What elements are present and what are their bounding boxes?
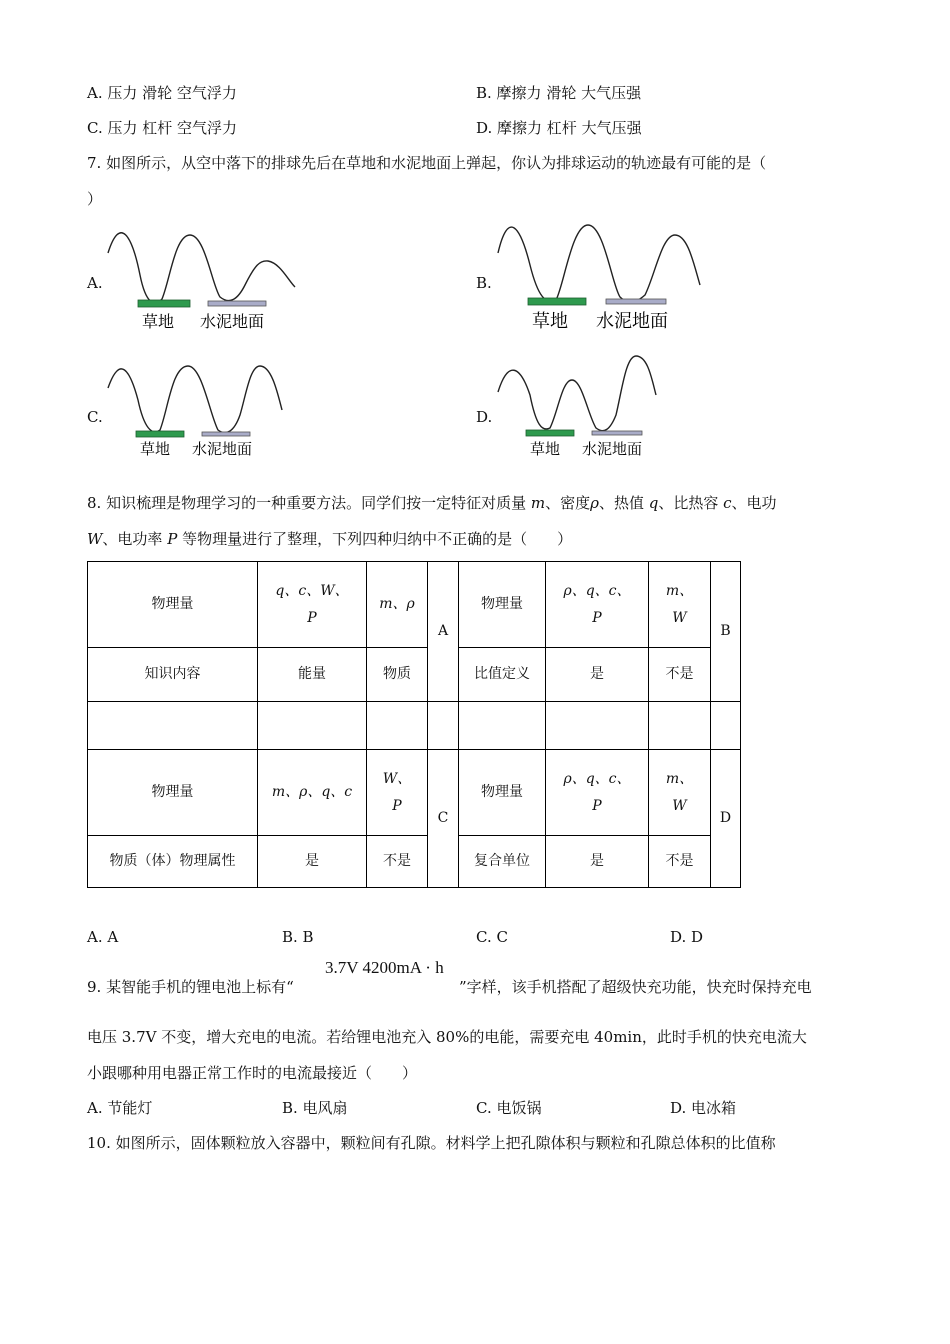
c-header-col1: m、ρ、q、c bbox=[258, 750, 367, 836]
q7-figure-a bbox=[100, 225, 320, 335]
q6-option-d: D. 摩擦力 杠杆 大气压强 bbox=[476, 119, 642, 137]
a-header-col2: m、ρ bbox=[367, 562, 428, 648]
a-row2-label: 知识内容 bbox=[88, 648, 258, 702]
a-row2-c2: 物质 bbox=[367, 648, 428, 702]
blank-cell bbox=[258, 702, 367, 750]
q8-stem-line2: W、电功率 P 等物理量进行了整理，下列四种归纳中不正确的是（ ） bbox=[87, 530, 573, 548]
q7-d-grass-label: 草地 bbox=[530, 440, 561, 458]
q7-d-cement-label: 水泥地面 bbox=[582, 440, 643, 458]
q7-label-a: A. bbox=[87, 274, 103, 292]
q7-a-cement-label: 水泥地面 bbox=[200, 312, 265, 331]
blank-cell bbox=[367, 702, 428, 750]
q9-option-c: C. 电饭锅 bbox=[476, 1099, 542, 1117]
q7-b-grass-label: 草地 bbox=[532, 311, 568, 332]
q7-b-cement-label: 水泥地面 bbox=[596, 311, 668, 332]
blank-cell bbox=[459, 702, 546, 750]
q10-stem: 10. 如图所示，固体颗粒放入容器中，颗粒间有孔隙。材料学上把孔隙体积与颗粒和孔隙总体积的比值称 bbox=[87, 1134, 776, 1152]
a-header-label: 物理量 bbox=[88, 562, 258, 648]
blank-cell bbox=[546, 702, 649, 750]
q8-option-a: A. A bbox=[87, 928, 119, 946]
q9-stem-a: 9. 某智能手机的锂电池上标有“ bbox=[87, 978, 294, 996]
q7-label-d: D. bbox=[476, 408, 493, 426]
blank-cell bbox=[711, 702, 741, 750]
q7-figure-c bbox=[100, 360, 320, 465]
d-header-label: 物理量 bbox=[459, 750, 546, 836]
q8-option-c: C. C bbox=[476, 928, 508, 946]
q8-stem-line1: 8. 知识梳理是物理学习的一种重要方法。同学们按一定特征对质量 m、密度ρ、热值 q、比热容 c、电功 bbox=[87, 494, 777, 512]
c-row2-label: 物质（体）物理属性 bbox=[88, 836, 258, 888]
b-header-col1: ρ、q、c、 P bbox=[546, 562, 649, 648]
blank-cell bbox=[649, 702, 711, 750]
q9-option-d: D. 电冰箱 bbox=[670, 1099, 737, 1117]
q7-label-b: B. bbox=[476, 274, 492, 292]
q7-a-grass-label: 草地 bbox=[142, 312, 175, 331]
d-row2-label: 复合单位 bbox=[459, 836, 546, 888]
b-tag: B bbox=[711, 562, 741, 702]
d-row2-c1: 是 bbox=[546, 836, 649, 888]
q7-figure-b bbox=[490, 215, 720, 335]
q8-option-d: D. D bbox=[670, 928, 704, 946]
q7-stem: 7. 如图所示，从空中落下的排球先后在草地和水泥地面上弹起，你认为排球运动的轨迹最有可能的是（ bbox=[87, 154, 767, 172]
q6-option-b: B. 摩擦力 滑轮 大气压强 bbox=[476, 84, 642, 102]
q9-option-a: A. 节能灯 bbox=[87, 1099, 153, 1117]
c-row2-c1: 是 bbox=[258, 836, 367, 888]
b-row2-c1: 是 bbox=[546, 648, 649, 702]
q9-stem-b: ”字样，该手机搭配了超级快充功能，快充时保持充电 bbox=[459, 978, 812, 996]
q8-table bbox=[87, 561, 741, 888]
a-header-col1: q、c、W、 P bbox=[258, 562, 367, 648]
b-row2-c2: 不是 bbox=[649, 648, 711, 702]
d-header-col1: ρ、q、c、 P bbox=[546, 750, 649, 836]
c-header-col2: W、 P bbox=[367, 750, 428, 836]
q7-figure-d bbox=[490, 350, 710, 465]
d-row2-c2: 不是 bbox=[649, 836, 711, 888]
q9-line2: 电压 3.7V 不变，增大充电的电流。若给锂电池充入 80%的电能，需要充电 40min，此时手机的快充电流大 bbox=[87, 1028, 807, 1046]
d-header-col2: m、 W bbox=[649, 750, 711, 836]
q7-c-cement-label: 水泥地面 bbox=[192, 440, 253, 458]
blank-cell bbox=[428, 702, 459, 750]
q7-label-c: C. bbox=[87, 408, 103, 426]
a-tag: A bbox=[428, 562, 459, 702]
q9-option-b: B. 电风扇 bbox=[282, 1099, 348, 1117]
b-header-label: 物理量 bbox=[459, 562, 546, 648]
a-row2-c1: 能量 bbox=[258, 648, 367, 702]
q8-option-b: B. B bbox=[282, 928, 314, 946]
b-header-col2: m、 W bbox=[649, 562, 711, 648]
q9-line3: 小跟哪种用电器正常工作时的电流最接近（ ） bbox=[87, 1064, 418, 1082]
q9-battery-label: 3.7V 4200mA · h bbox=[325, 958, 444, 977]
q6-option-c: C. 压力 杠杆 空气浮力 bbox=[87, 119, 238, 137]
c-header-label: 物理量 bbox=[88, 750, 258, 836]
blank-cell bbox=[88, 702, 258, 750]
q6-option-a: A. 压力 滑轮 空气浮力 bbox=[87, 84, 237, 102]
b-row2-label: 比值定义 bbox=[459, 648, 546, 702]
q7-c-grass-label: 草地 bbox=[140, 440, 171, 458]
c-tag: C bbox=[428, 750, 459, 888]
q7-stem-close: ） bbox=[87, 190, 103, 208]
d-tag: D bbox=[711, 750, 741, 888]
c-row2-c2: 不是 bbox=[367, 836, 428, 888]
